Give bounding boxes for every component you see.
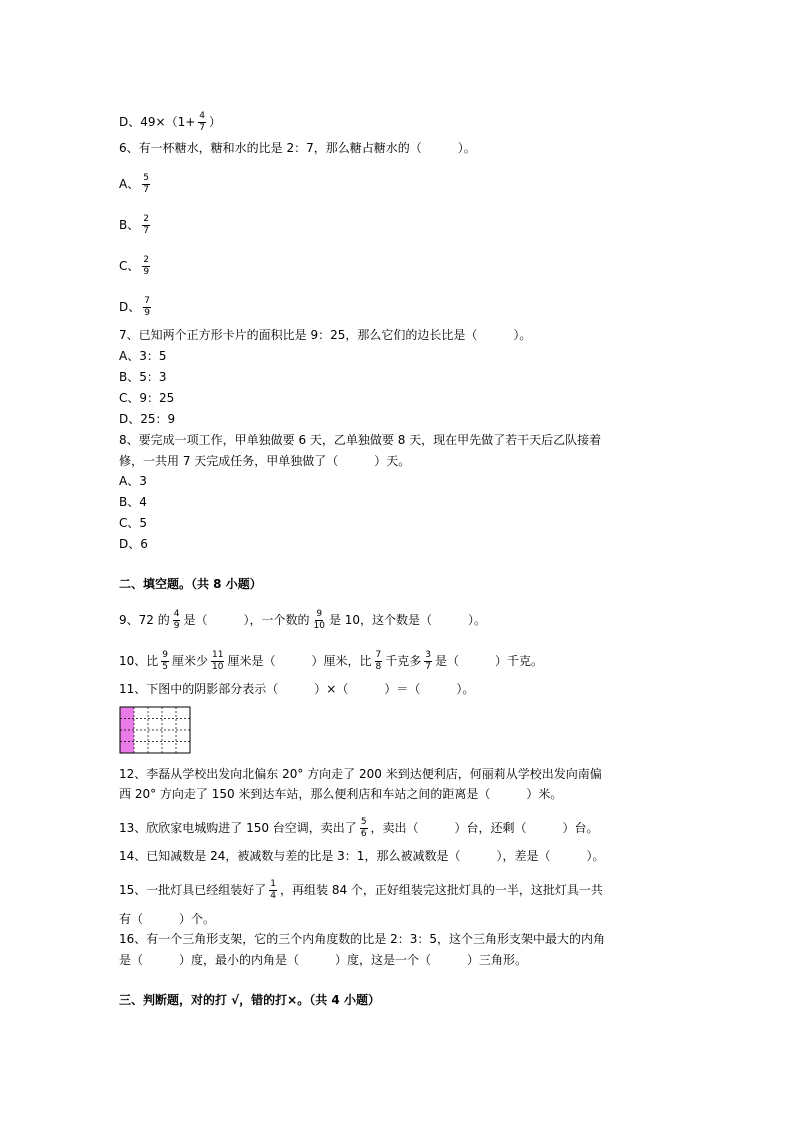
fraction: $\frac{7}{9}$ bbox=[144, 296, 150, 318]
q15-line2: 有（ ）个。 bbox=[119, 912, 216, 926]
q12-line2: 西 20° 方向走了 150 米到达车站，那么便利店和车站之间的距离是（ ）米。 bbox=[119, 787, 563, 801]
q9: 9、72 的 $\frac{4}{9}$ 是（ ），一个数的 $\frac{9}{10}$ 是 10，这个数是（ ）。 bbox=[119, 609, 487, 631]
q14: 14、已知减数是 24，被减数与差的比是 3：1，那么被减数是（ ），差是（ ）。 bbox=[119, 849, 605, 863]
fraction: $\frac{11}{10}$ bbox=[212, 650, 224, 672]
section-2-title: 二、填空题。（共 8 小题） bbox=[119, 577, 262, 591]
section-3-title: 三、判断题，对的打 √，错的打×。（共 4 小题） bbox=[119, 993, 380, 1007]
fraction: $\frac{7}{8}$ bbox=[375, 650, 382, 672]
q11-stem: 11、下图中的阴影部分表示（ ）×（ ）＝（ ）。 bbox=[119, 682, 475, 696]
q16-line1: 16、有一个三角形支架，它的三个内角度数的比是 2：3：5，这个三角形支架中最大的内角 bbox=[119, 932, 605, 946]
q6-option-a: A、 $\frac{5}{7}$ bbox=[119, 173, 149, 195]
q6-option-b: B、 $\frac{2}{7}$ bbox=[119, 214, 149, 236]
q6-stem: 6、有一杯糖水，糖和水的比是 2：7，那么糖占糖水的（ ）。 bbox=[119, 141, 476, 155]
q6-option-c: C、 $\frac{2}{9}$ bbox=[119, 255, 150, 277]
q8-stem-line2: 修，一共用 7 天完成任务，甲单独做了（ ）天。 bbox=[119, 454, 411, 468]
fraction: $\frac{5}{6}$ bbox=[360, 817, 367, 839]
q12-line1: 12、李磊从学校出发向北偏东 20° 方向走了 200 米到达便利店，何丽莉从学校出发向南偏 bbox=[119, 767, 602, 781]
q7-stem: 7、已知两个正方形卡片的面积比是 9：25，那么它们的边长比是（ ）。 bbox=[119, 328, 532, 342]
fraction: $\frac{3}{7}$ bbox=[425, 650, 431, 672]
q8-option-d: D、6 bbox=[119, 537, 148, 551]
fraction: $\frac{5}{7}$ bbox=[143, 173, 149, 195]
q16-line2: 是（ ）度，最小的内角是（ ）度，这是一个（ ）三角形。 bbox=[119, 953, 528, 967]
shaded-grid-figure bbox=[119, 706, 193, 754]
q7-option-b: B、5：3 bbox=[119, 370, 167, 384]
q6-option-d: D、 $\frac{7}{9}$ bbox=[119, 296, 150, 318]
q5-option-d: D、49×（1+ $\frac{4}{7}$ ） bbox=[119, 111, 222, 133]
q10: 10、比 $\frac{9}{5}$ 厘米少 $\frac{11}{10}$ 厘米是（ ）厘米，比 $\frac{7}{8}$ 千克多 $\frac{3}{7}$ 是（ ）千克。 bbox=[119, 650, 543, 672]
fraction: $\frac{1}{4}$ bbox=[270, 879, 277, 901]
q15-line1: 15、一批灯具已经组装好了 $\frac{1}{4}$ ，再组装 84 个，正好组装完这批灯具的一半，这批灯具一共 bbox=[119, 879, 603, 901]
q7-option-a: A、3：5 bbox=[119, 349, 167, 363]
q8-option-c: C、5 bbox=[119, 516, 148, 530]
q8-stem-line1: 8、要完成一项工作，甲单独做要 6 天，乙单独做要 8 天，现在甲先做了若干天后乙队接着 bbox=[119, 433, 602, 447]
fraction: $\frac{9}{5}$ bbox=[162, 650, 169, 672]
q8-option-a: A、3 bbox=[119, 474, 147, 488]
fraction: $\frac{2}{7}$ bbox=[143, 214, 149, 236]
q8-option-b: B、4 bbox=[119, 495, 147, 509]
fraction: $\frac{4}{9}$ bbox=[173, 609, 180, 631]
fraction: $\frac{2}{9}$ bbox=[143, 255, 150, 277]
fraction: $\frac{9}{10}$ bbox=[313, 609, 325, 631]
shaded-column bbox=[120, 707, 134, 753]
q7-option-c: C、9：25 bbox=[119, 391, 175, 405]
fraction: $\frac{4}{7}$ bbox=[199, 111, 205, 133]
q7-option-d: D、25：9 bbox=[119, 412, 176, 426]
q13: 13、欣欣家电城购进了 150 台空调，卖出了 $\frac{5}{6}$ ，卖出（ ）台，还剩（ ）台。 bbox=[119, 817, 599, 839]
